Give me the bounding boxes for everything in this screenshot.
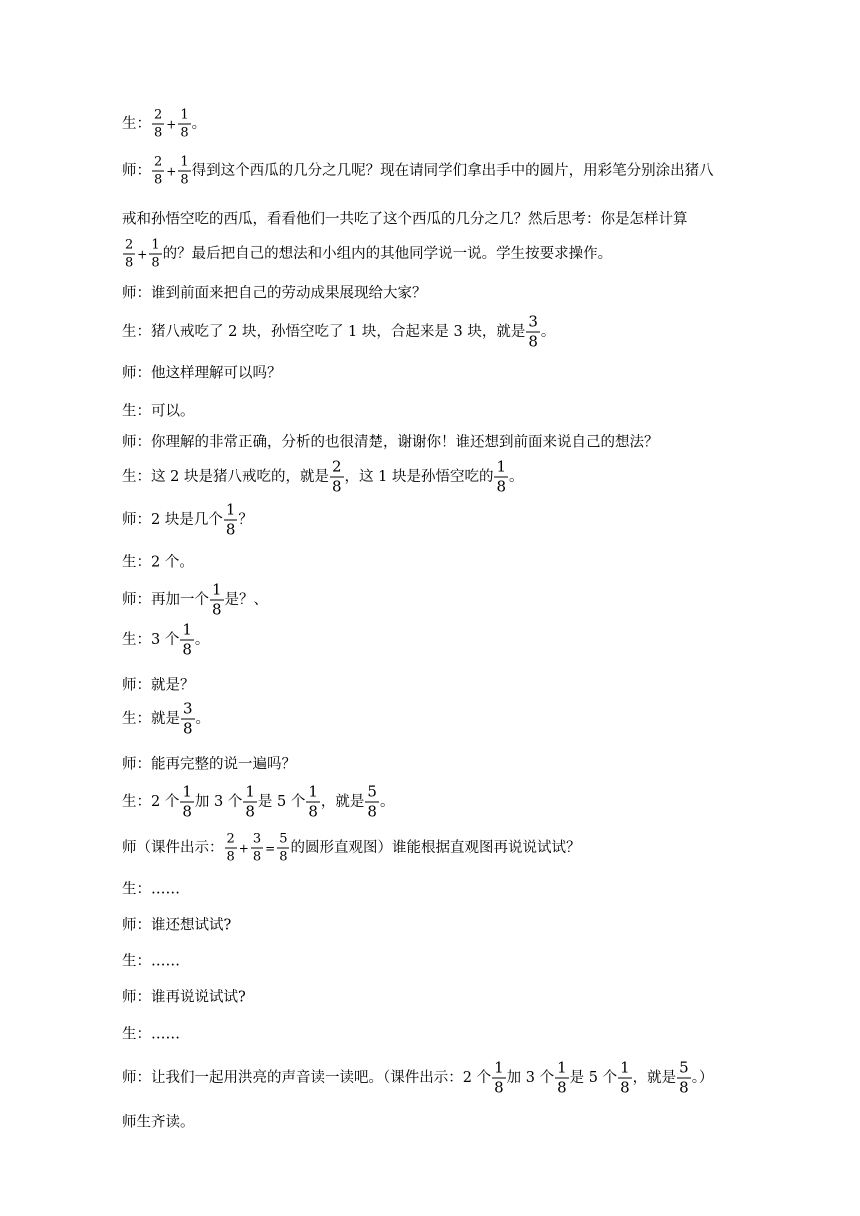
fraction-denominator: 8 — [528, 332, 538, 351]
dialogue-line — [122, 156, 714, 187]
fraction-denominator: 8 — [151, 255, 160, 271]
fraction-numerator: 2 — [154, 154, 163, 170]
fraction — [152, 156, 164, 187]
line-text: 师（课件出示： — [122, 840, 224, 856]
line-text: 生：就是 — [122, 711, 180, 727]
fraction — [277, 833, 289, 864]
dialogue-line — [122, 551, 194, 572]
line-text: ？ — [238, 512, 253, 528]
fraction-denominator: 8 — [308, 802, 318, 821]
fraction-numerator: 1 — [225, 500, 236, 519]
line-text: 。） — [691, 1070, 714, 1086]
fraction-numerator: 3 — [252, 831, 262, 847]
fraction — [225, 833, 237, 864]
line-text: 的？最后把自己的想法和小组内的其他同学说一说。学生按要求操作。 — [162, 246, 613, 262]
fraction-numerator: 1 — [496, 457, 506, 476]
line-text: 师：谁到前面来把自己的劳动成果展现给大家？ — [122, 285, 427, 302]
fraction-numerator: 1 — [494, 1058, 504, 1077]
line-text: 生：猪八戒吃了 2 块，孙悟空吃了 1 块，合起来是 3 块，就是 — [122, 324, 526, 340]
dialogue-line — [122, 580, 269, 619]
dialogue-line — [122, 431, 659, 452]
fraction — [555, 1058, 569, 1097]
fraction — [330, 457, 344, 496]
line-text: 。 — [379, 794, 395, 810]
line-text: 师：谁还想试试? — [122, 917, 232, 934]
line-text: 师：让我们一起用洪亮的声音读一读吧。（课件出示：2 个 — [122, 1070, 492, 1086]
dialogue-line — [122, 500, 253, 539]
line-text: ，就是 — [632, 1070, 677, 1086]
line-text: 得到这个西瓜的几分之几呢？现在请同学们拿出手中的圆片，用彩笔分别涂出猪八 — [191, 163, 714, 179]
line-text: 生：…… — [122, 1026, 180, 1043]
fraction — [224, 500, 238, 539]
dialogue-line — [122, 1111, 195, 1132]
fraction-denominator: 8 — [620, 1078, 630, 1097]
dialogue-line — [122, 753, 296, 774]
line-text: 师：2 块是几个 — [122, 512, 223, 528]
line-text: ，这 1 块是孙悟空吃的 — [344, 469, 494, 485]
line-text: 。 — [191, 116, 207, 132]
fraction-numerator: 1 — [180, 154, 189, 170]
line-text: 师生齐读。 — [122, 1114, 195, 1131]
fraction-denominator: 8 — [331, 477, 342, 496]
equals-sign: = — [265, 841, 276, 855]
fraction — [181, 699, 195, 738]
fraction-denominator: 8 — [183, 719, 193, 738]
dialogue-line — [122, 362, 282, 383]
dialogue-line — [122, 457, 524, 496]
fraction-numerator: 5 — [367, 782, 377, 801]
fraction — [618, 1058, 632, 1097]
dialogue-line — [122, 986, 246, 1007]
fraction-denominator: 8 — [125, 255, 134, 271]
fraction-numerator: 5 — [279, 831, 288, 847]
plus-sign: + — [166, 117, 177, 131]
line-text: 师：谁再说说试试? — [122, 989, 246, 1006]
fraction-numerator: 2 — [226, 831, 235, 847]
fraction-numerator: 1 — [180, 107, 189, 123]
fraction — [210, 580, 224, 619]
fraction-denominator: 8 — [496, 477, 506, 496]
fraction-numerator: 2 — [154, 107, 163, 123]
dialogue-line — [122, 950, 180, 971]
fraction — [677, 1058, 691, 1097]
dialogue-line — [122, 674, 195, 695]
fraction-numerator: 1 — [557, 1058, 567, 1077]
line-text: 师：你理解的非常正确，分析的也很清楚，谢谢你！谁还想到前面来说自己的想法？ — [122, 434, 659, 451]
fraction — [180, 620, 194, 659]
plus-sign: + — [166, 164, 177, 178]
dialogue-line — [122, 312, 556, 351]
line-text: 。 — [540, 324, 556, 340]
line-text: 加 3 个 — [194, 794, 243, 810]
line-text: 生：2 个 — [122, 794, 180, 810]
dialogue-line — [122, 208, 688, 229]
fraction-numerator: 1 — [182, 782, 192, 801]
dialogue-line — [122, 1023, 180, 1044]
fraction-numerator: 2 — [331, 457, 342, 476]
fraction-denominator: 8 — [245, 802, 255, 821]
line-text: 的圆形直观图）谁能根据直观图再说说试试？ — [290, 840, 581, 856]
fraction — [178, 109, 190, 140]
fraction-denominator: 8 — [367, 802, 377, 821]
line-text: 戒和孙悟空吃的西瓜，看看他们一共吃了这个西瓜的几分之几？然后思考：你是怎样计算 — [122, 211, 688, 228]
line-text: 师：能再完整的说一遍吗？ — [122, 756, 296, 773]
fraction-denominator: 8 — [279, 849, 288, 865]
line-text: 师：他这样理解可以吗？ — [122, 365, 282, 382]
fraction — [149, 239, 161, 270]
line-text: 是？、 — [224, 592, 269, 608]
fraction-numerator: 1 — [182, 620, 192, 639]
fraction-numerator: 1 — [620, 1058, 630, 1077]
line-text: 生：3 个 — [122, 632, 180, 648]
fraction-numerator: 1 — [308, 782, 318, 801]
dialogue-line — [122, 400, 195, 421]
line-text: 。 — [195, 711, 211, 727]
fraction — [243, 782, 257, 821]
fraction-denominator: 8 — [154, 125, 163, 141]
fraction-denominator: 8 — [494, 1078, 504, 1097]
line-text: 生：…… — [122, 881, 180, 898]
line-text: 加 3 个 — [506, 1070, 555, 1086]
fraction-denominator: 8 — [226, 849, 235, 865]
dialogue-line — [122, 914, 231, 935]
fraction-numerator: 1 — [151, 237, 160, 253]
line-text: 生：可以。 — [122, 403, 195, 420]
dialogue-line — [122, 782, 395, 821]
fraction — [492, 1058, 506, 1097]
line-text: 生：2 个。 — [122, 554, 194, 571]
dialogue-line — [122, 620, 210, 659]
dialogue-line — [122, 878, 180, 899]
fraction — [526, 312, 540, 351]
fraction-numerator: 3 — [183, 699, 193, 718]
fraction — [178, 156, 190, 187]
plus-sign: + — [238, 841, 249, 855]
fraction — [123, 239, 135, 270]
fraction-numerator: 5 — [679, 1058, 689, 1077]
line-text: 。 — [194, 632, 210, 648]
line-text: ，就是 — [320, 794, 365, 810]
fraction — [180, 782, 194, 821]
fraction — [494, 457, 508, 496]
fraction-denominator: 8 — [180, 172, 189, 188]
plus-sign: + — [137, 247, 148, 261]
speaker-label: 生： — [122, 116, 151, 132]
fraction — [306, 782, 320, 821]
dialogue-line — [122, 699, 211, 738]
fraction-numerator: 3 — [528, 312, 538, 331]
dialogue-line — [122, 282, 427, 303]
line-text: 师：再加一个 — [122, 592, 209, 608]
fraction-denominator: 8 — [154, 172, 163, 188]
fraction-denominator: 8 — [182, 802, 192, 821]
fraction-numerator: 1 — [245, 782, 255, 801]
line-text: 师：就是？ — [122, 677, 195, 694]
fraction-denominator: 8 — [182, 640, 192, 659]
fraction-denominator: 8 — [212, 600, 222, 619]
speaker-label: 师： — [122, 163, 151, 179]
dialogue-line — [122, 109, 206, 140]
line-text: 生：…… — [122, 953, 180, 970]
fraction-denominator: 8 — [557, 1078, 567, 1097]
fraction-denominator: 8 — [180, 125, 189, 141]
fraction-numerator: 2 — [125, 237, 134, 253]
line-text: 是 5 个 — [569, 1070, 618, 1086]
line-text: 。 — [509, 469, 524, 485]
fraction-numerator: 1 — [212, 580, 222, 599]
dialogue-line — [122, 833, 580, 864]
fraction-denominator: 8 — [252, 849, 262, 865]
fraction — [365, 782, 379, 821]
fraction-denominator: 8 — [225, 520, 236, 539]
fraction-denominator: 8 — [679, 1078, 689, 1097]
line-text: 生：这 2 块是猪八戒吃的，就是 — [122, 469, 329, 485]
dialogue-line — [122, 239, 612, 270]
line-text: 是 5 个 — [257, 794, 306, 810]
dialogue-line — [122, 1058, 714, 1097]
fraction — [251, 833, 263, 864]
fraction — [152, 109, 164, 140]
